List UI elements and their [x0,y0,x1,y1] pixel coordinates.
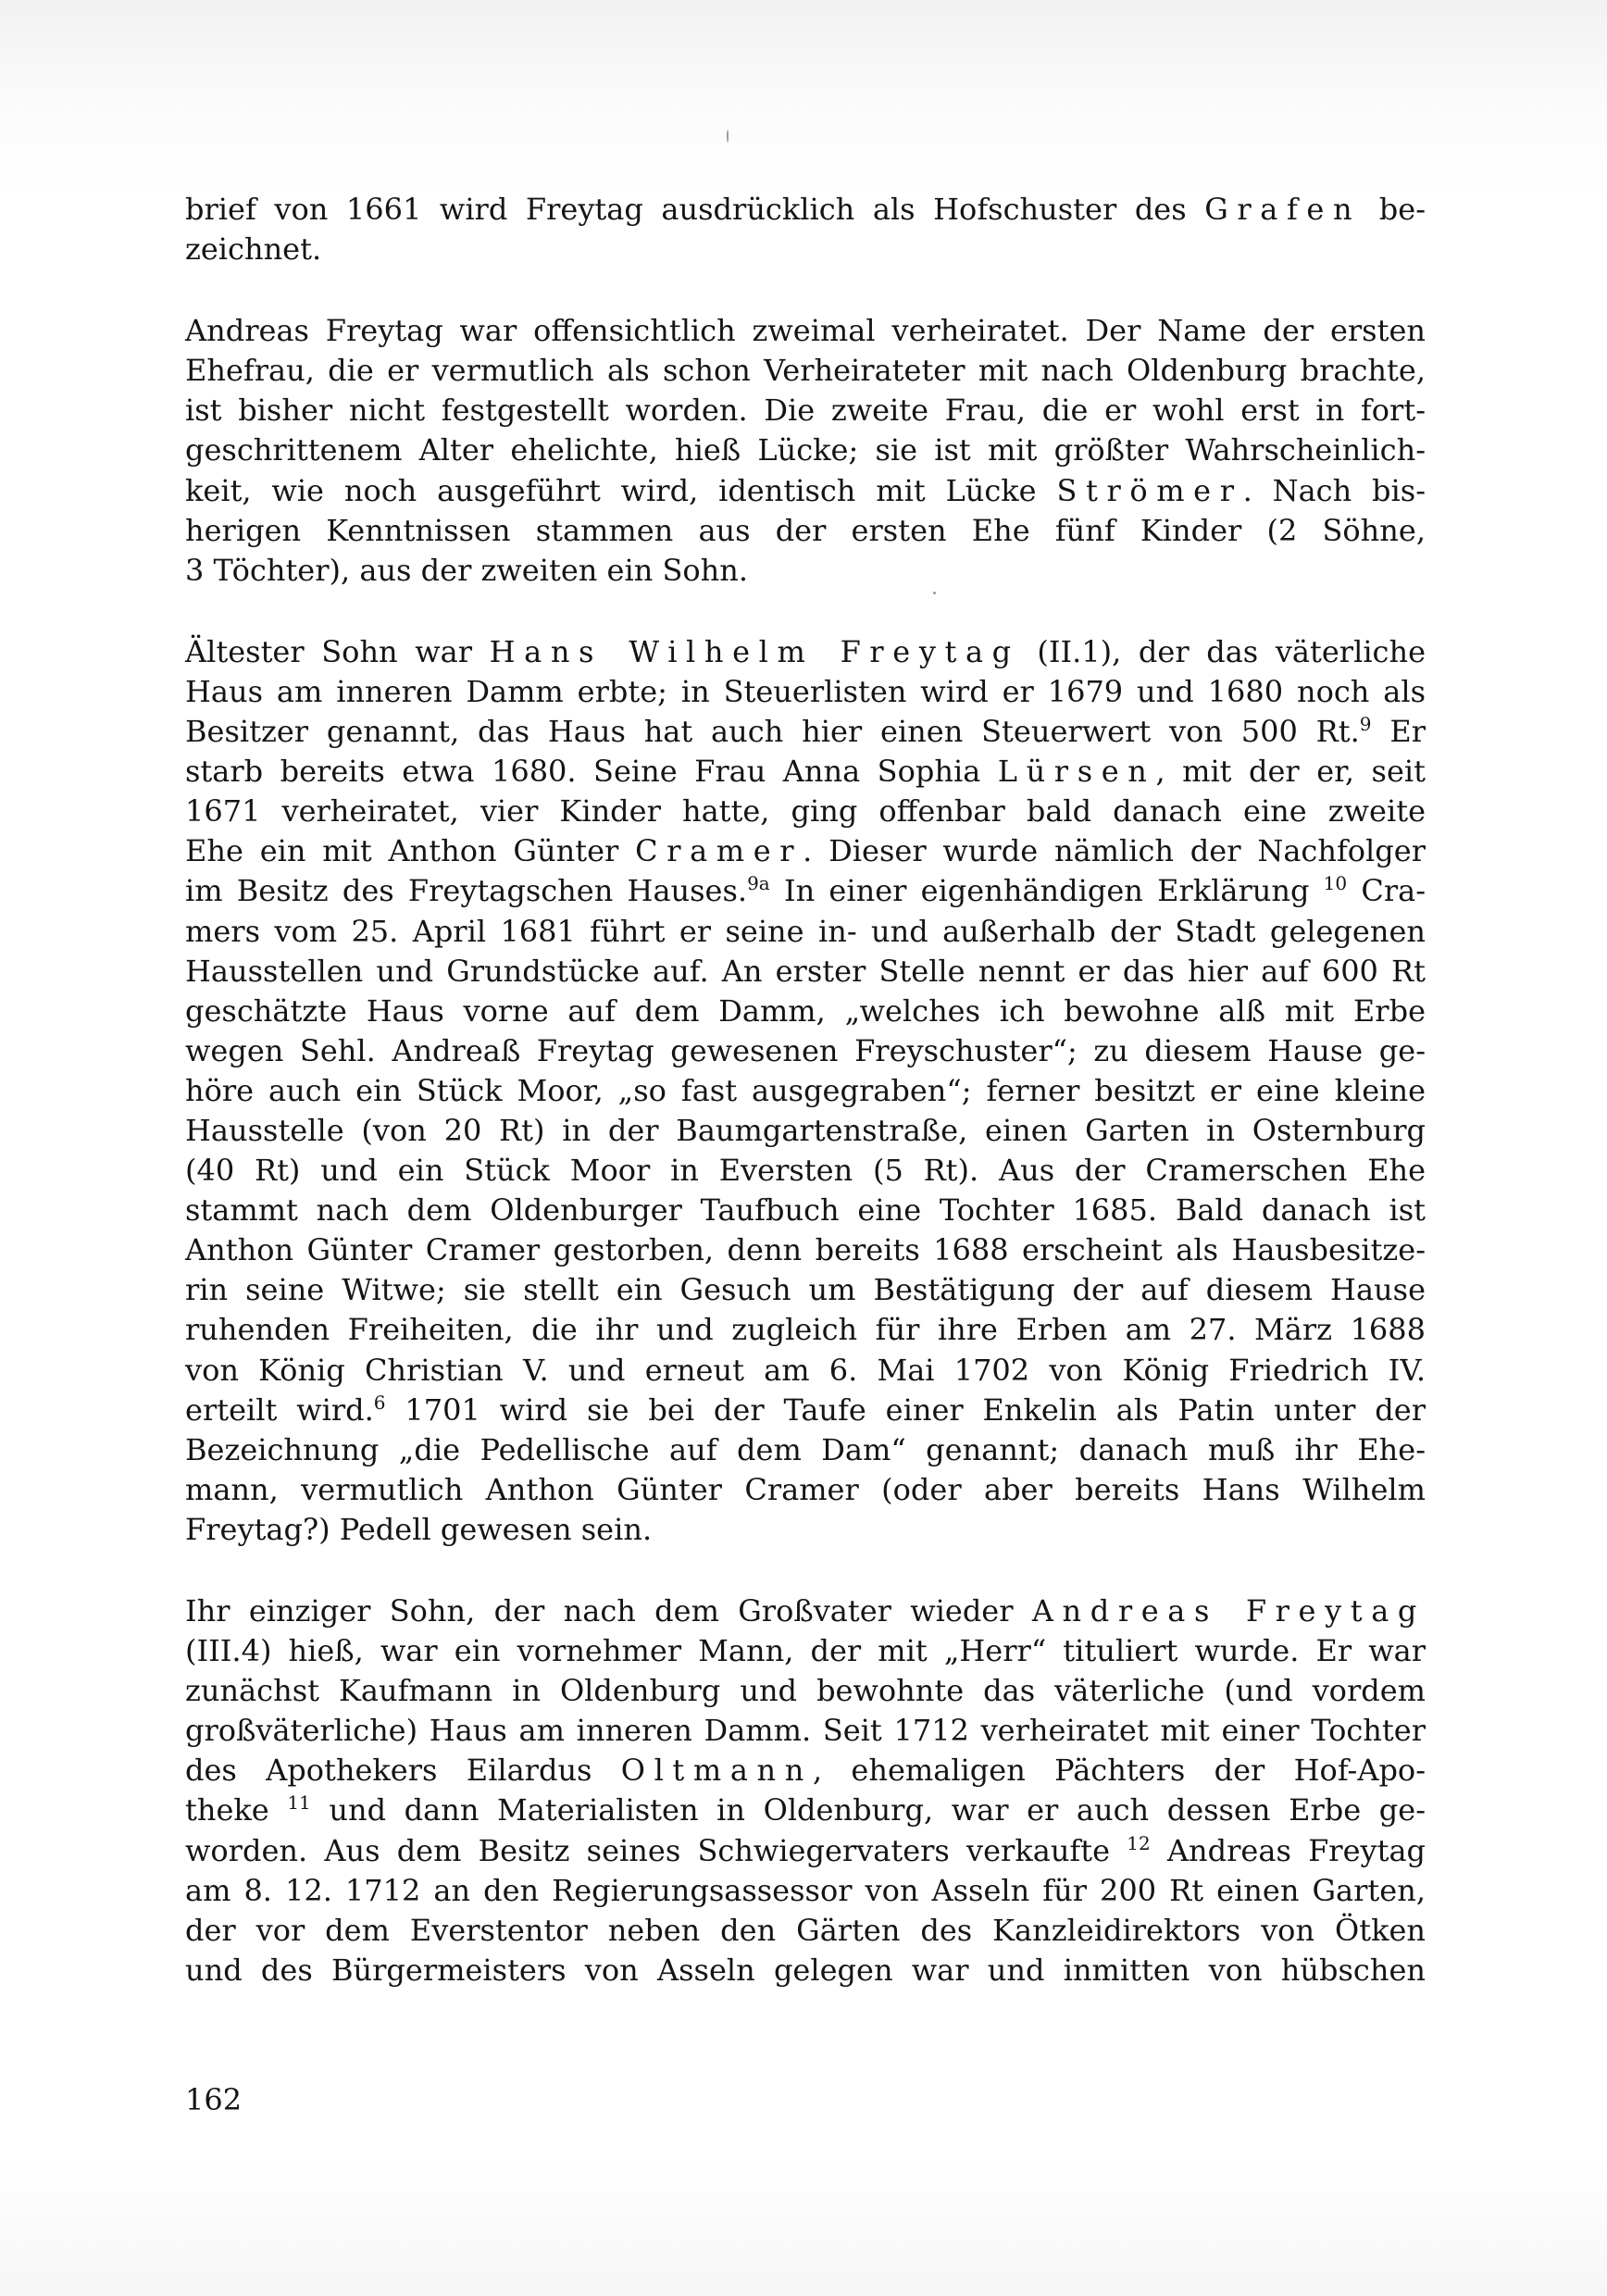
text-line: Hausstellen und Grundstücke auf. An erster Stelle nennt er das hier auf 600 Rt [185,953,1426,989]
text-line: Haus am inneren Damm erbte; in Steuerlisten wird er 1679 und 1680 noch als [185,673,1426,709]
text-line: Bezeichnung „die Pedellische auf dem Dam“ genannt; danach muß ihr Ehe- [185,1431,1426,1467]
spaced-name: Oltmann [620,1753,813,1789]
body-text [185,190,1426,1990]
text-line: Anthon Günter Cramer gestorben, denn bereits 1688 erscheint als Hausbesitze- [185,1232,1426,1268]
text-line: Ihr einziger Sohn, der nach dem Großvater wieder Andreas Freytag [185,1593,1426,1628]
footnote-ref: 10 [1323,872,1348,895]
text-line: im Besitz des Freytagschen Hauses.$^{9a}$ In einer eigenhändigen Erklärung $^{10}$ Cra- [185,872,1426,909]
spaced-name: Strömer [1056,472,1243,508]
spaced-name: Cramer [635,833,804,869]
paragraph-gap [185,1550,1426,1591]
text-line: wegen Sehl. Andreaß Freytag gewesenen Freyschuster“; zu diesem Hause ge- [185,1032,1426,1068]
text-line: großväterliche) Haus am inneren Damm. Seit 1712 verheiratet mit einer Tochter [185,1713,1426,1749]
text-line: Ältester Sohn war Hans Wilhelm Freytag (II.1), der das väterliche [185,633,1426,669]
footnote-ref: 6 [373,1391,386,1414]
text-line: Ehe ein mit Anthon Günter Cramer. Dieser wurde nämlich der Nachfolger [185,833,1426,869]
text-line: mers vom 25. April 1681 führt er seine in- und außerhalb der Stadt gelegenen [185,913,1426,949]
text-line: am 8. 12. 1712 an den Regierungsassessor von Asseln für 200 Rt einen Garten, [185,1872,1426,1908]
text-line: erteilt wird.$^6$ 1701 wird sie bei der Taufe einer Enkelin als Patin unter der [185,1391,1426,1428]
spaced-name: Andreas Freytag [1031,1593,1426,1628]
text-line: starb bereits etwa 1680. Seine Frau Anna Sophia Lürsen, mit der er, seit [185,754,1426,790]
paragraph [185,311,1426,591]
page-number: 162 [185,2082,243,2117]
text-line: geschrittenem Alter ehelichte, hieß Lücke; sie ist mit größter Wahrscheinlich- [185,432,1426,468]
text-line: des Apothekers Eilardus Oltmann, ehemaligen Pächters der Hof-Apo- [185,1753,1426,1789]
text-line: zeichnet. [185,231,322,268]
text-line: geschätzte Haus vorne auf dem Damm, „welches ich bewohne alß mit Erbe [185,992,1426,1029]
footnote-ref: 12 [1127,1831,1151,1854]
paragraph-gap [185,591,1426,632]
paragraph [185,190,1426,269]
text-line: theke $^{11}$ und dann Materialisten in Oldenburg, war er auch dessen Erbe ge- [185,1791,1426,1828]
footnote-ref: 9a [747,872,770,895]
text-line: Hausstelle (von 20 Rt) in der Baumgartenstraße, einen Garten in Osternburg [185,1112,1426,1148]
text-line: von König Christian V. und erneut am 6. Mai 1702 von König Friedrich IV. [185,1352,1426,1388]
text-line: 3 Töchter), aus der zweiten ein Sohn. [185,552,749,588]
text-line: Besitzer genannt, das Haus hat auch hier einen Steuerwert von 500 Rt.$^9$ Er [185,713,1426,750]
text-line: zunächst Kaufmann in Oldenburg und bewohnte das väterliche (und vordem [185,1673,1426,1709]
text-line: mann, vermutlich Anthon Günter Cramer (oder aber bereits Hans Wilhelm [185,1471,1426,1507]
footnote-ref: 11 [287,1791,311,1815]
text-line: ruhenden Freiheiten, die ihr und zugleich für ihre Erben am 27. März 1688 [185,1312,1426,1348]
text-line: brief von 1661 wird Freytag ausdrücklich als Hofschuster des Grafen be- [185,192,1426,227]
paragraph [185,1591,1426,1990]
paragraph [185,632,1426,1550]
text-line: Ehefrau, die er vermutlich als schon Verheirateter mit nach Oldenburg brachte, [185,353,1426,389]
text-line: stammt nach dem Oldenburger Taufbuch eine Tochter 1685. Bald danach ist [185,1192,1426,1229]
text-line: keit, wie noch ausgeführt wird, identisch mit Lücke Strömer. Nach bis- [185,472,1426,508]
spaced-name: Grafen [1204,192,1362,227]
text-line: rin seine Witwe; sie stellt ein Gesuch um Bestätigung der auf diesem Hause [185,1272,1426,1308]
text-line: (III.4) hieß, war ein vornehmer Mann, der mit „Herr“ tituliert wurde. Er war [185,1633,1426,1669]
text-line: herigen Kenntnissen stammen aus der ersten Ehe fünf Kinder (2 Söhne, [185,512,1426,548]
footnote-ref: 9 [1359,713,1372,736]
text-line: (40 Rt) und ein Stück Moor in Eversten (5 Rt). Aus der Cramerschen Ehe [185,1153,1426,1189]
text-line: höre auch ein Stück Moor, „so fast ausgegraben“; ferner besitzt er eine kleine [185,1072,1426,1108]
text-line: worden. Aus dem Besitz seines Schwiegervaters verkaufte $^{12}$ Andreas Freytag [185,1831,1426,1868]
scan-speck [727,130,729,143]
text-line: Andreas Freytag war offensichtlich zweimal verheiratet. Der Name der ersten [185,313,1426,349]
text-line: und des Bürgermeisters von Asseln gelegen war und inmitten von hübschen [185,1952,1426,1988]
text-line: 1671 verheiratet, vier Kinder hatte, ging offenbar bald danach eine zweite [185,793,1426,830]
spaced-name: Lürsen [997,754,1156,790]
paragraph-gap [185,269,1426,311]
spaced-name: Hans Wilhelm Freytag [489,633,1020,669]
text-line: Freytag?) Pedell gewesen sein. [185,1511,653,1547]
text-line: der vor dem Everstentor neben den Gärten des Kanzleidirektors von Ötken [185,1912,1426,1948]
text-line: ist bisher nicht festgestellt worden. Die zweite Frau, die er wohl erst in fort- [185,393,1426,429]
